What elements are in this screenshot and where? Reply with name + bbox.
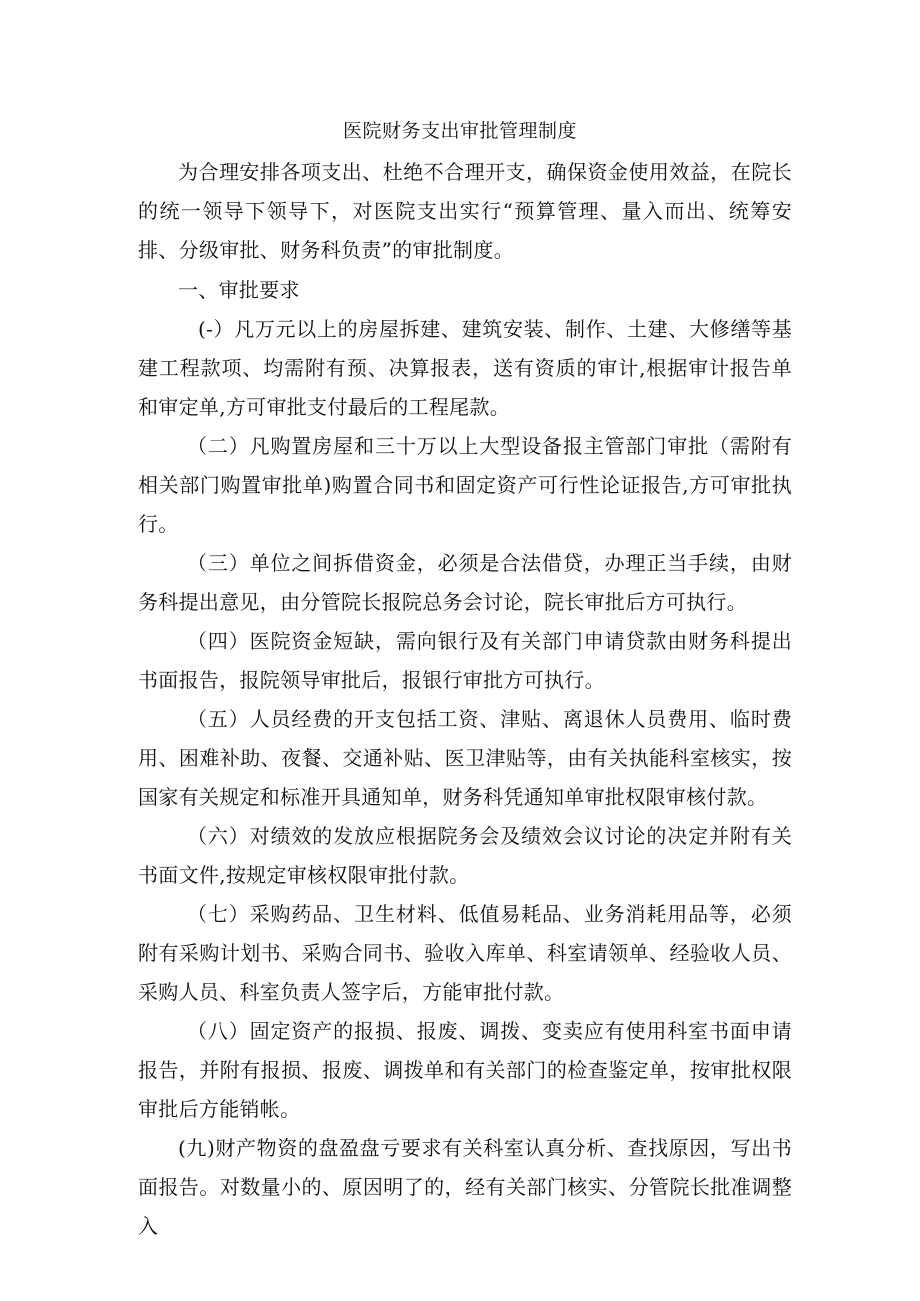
clause-5-paragraph: （五）人员经费的开支包括工资、津贴、离退休人员费用、临时费用、困难补助、夜餐、交通补贴、医卫津贴等，由有关执能科室核实，按国家有关规定和标准开具通知单，财务科凭通知单审批权限审核付款。 — [138, 707, 792, 809]
clause-4-paragraph: （四）医院资金短缺，需向银行及有关部门申请贷款由财务科提出书面报告，报院领导审批后，报银行审批方可执行。 — [138, 629, 792, 692]
clause-7-paragraph: （七）采购药品、卫生材料、低值易耗品、业务消耗用品等，必须附有采购计划书、采购合同书、验收入库单、科室请领单、经验收人员、采购人员、科室负责人签字后，方能审批付款。 — [138, 902, 792, 1004]
intro-paragraph: 为合理安排各项支出、杜绝不合理开支，确保资金使用效益，在院长的统一领导下领导下，对医院支出实行“预算管理、量入而出、统筹安排、分级审批、财务科负责”的审批制度。 — [138, 160, 792, 262]
document-body — [138, 153, 792, 1246]
clause-3-paragraph: （三）单位之间拆借资金，必须是合法借贷，办理正当手续，由财务科提出意见，由分管院长报院总务会讨论，院长审批后方可执行。 — [138, 551, 792, 614]
clause-8-paragraph: （八）固定资产的报损、报废、调拨、变卖应有使用科室书面申请报告，并附有报损、报废、调拨单和有关部门的检查鉴定单，按审批权限审批后方能销帐。 — [138, 1019, 792, 1121]
document-title: 医院财务支出审批管理制度 — [342, 120, 577, 142]
clause-2-paragraph: （二）凡购置房屋和三十万以上大型设备报主管部门审批（需附有相关部门购置审批单)购置合同书和固定资产可行性论证报告,方可审批执行。 — [138, 434, 792, 536]
clause-1-paragraph: (-）凡万元以上的房屋拆建、建筑安装、制作、土建、大修缮等基建工程款项、均需附有预、决算报表，送有资质的审计,根据审计报告单和审定单,方可审批支付最后的工程尾款。 — [138, 317, 792, 419]
section-heading-approval-requirements: 一、审批要求 — [178, 278, 300, 302]
clause-6-paragraph: （六）对绩效的发放应根据院务会及绩效会议讨论的决定并附有关书面文件,按规定审核权限审批付款。 — [138, 824, 792, 887]
clause-9-paragraph: (九)财产物资的盘盈盘亏要求有关科室认真分析、查找原因，写出书面报告。对数量小的、原因明了的，经有关部门核实、分管院长批准调整入 — [138, 1136, 792, 1238]
